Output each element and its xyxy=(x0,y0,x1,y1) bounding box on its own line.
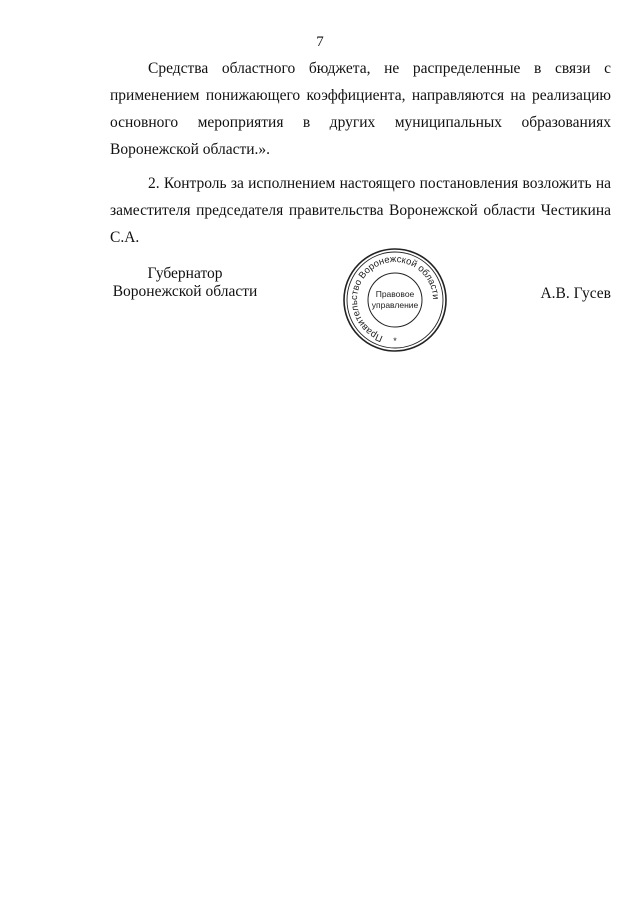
signature-block xyxy=(110,253,611,346)
position-line-2: Воронежской области xyxy=(112,283,258,300)
paragraph-control: 2. Контроль за исполнением настоящего постановления возложить на заместителя председателя правительства Воронежской области Честикина С.А. xyxy=(110,175,611,246)
document-body xyxy=(110,55,611,251)
signatory-name: А.В. Гусев xyxy=(540,285,611,302)
page-number: 7 xyxy=(316,34,324,50)
seal-graphic xyxy=(340,245,450,355)
seal-ring-text: Правительство Воронежской области xyxy=(348,253,442,344)
seal-center-line-1: Правовое xyxy=(375,289,415,299)
signatory-position xyxy=(110,265,260,301)
position-line-1: Губернатор xyxy=(147,265,223,282)
seal-star-icon: * xyxy=(393,336,397,346)
paragraph-budget-funds: Средства областного бюджета, не распределенные в связи с применением понижающего коэффициента, направляются на реализацию основного мероприятия в других муниципальных образованиях Воронежской области.». xyxy=(110,60,611,158)
seal-center-line-2: управление xyxy=(371,300,419,310)
official-seal xyxy=(340,245,450,355)
